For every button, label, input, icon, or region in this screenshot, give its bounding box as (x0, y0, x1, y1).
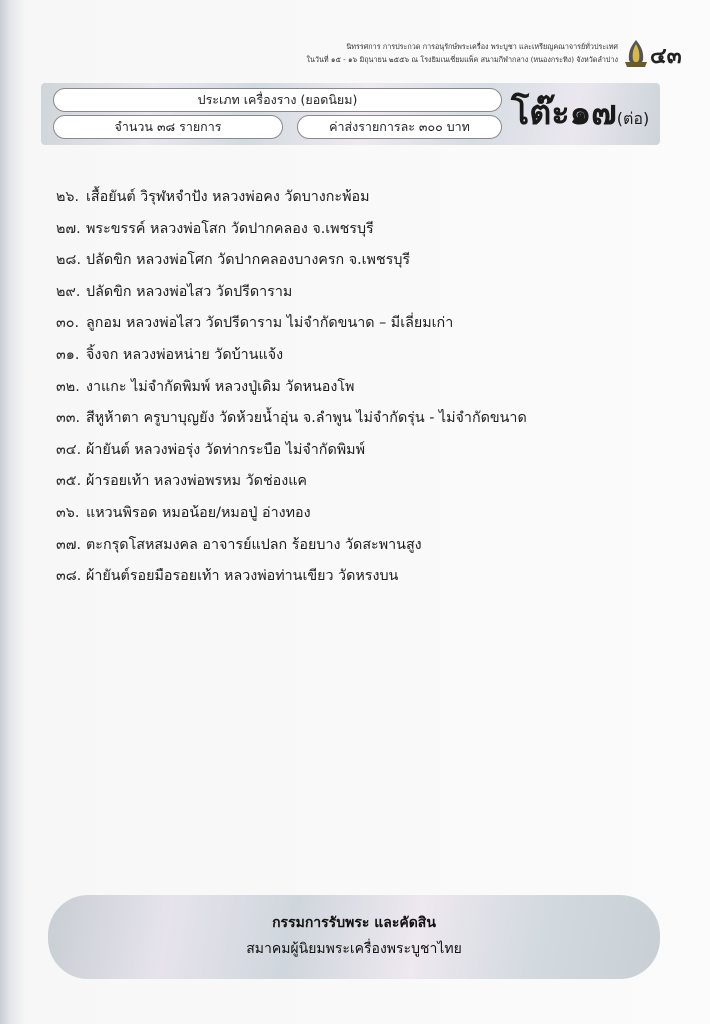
list-item (56, 277, 676, 309)
list-item (56, 498, 676, 530)
entry-fee: ค่าส่งรายการละ ๓๐๐ บาท (297, 115, 502, 139)
header-text (240, 40, 618, 66)
list-item (56, 530, 676, 562)
item-text: เสื้อยันต์ วิรุฬหจำปัง หลวงพ่อคง วัดบางกะพ้อม (86, 189, 370, 205)
item-text: ปลัดขิก หลวงพ่อโศก วัดปากคลองบางครก จ.เพชรบุรี (86, 252, 411, 269)
item-text: ปลัดขิก หลวงพ่อไสว วัดปรีดาราม (86, 283, 293, 300)
table-number-label: โต๊ะ๑๗ (511, 93, 617, 133)
item-text: ผ้ายันต์รอยมือรอยเท้า หลวงพ่อท่านเขียว วัดหรงบน (86, 568, 399, 585)
item-number: ๓๓. (56, 410, 81, 427)
item-text: สีหูห้าตา ครูบาบุญยัง วัดห้วยน้ำอุ่น จ.ลำพูน ไม่จำกัดรุ่น - ไม่จำกัดขนาด (86, 410, 527, 427)
item-number: ๓๖. (56, 504, 80, 521)
header-line-2: ในวันที่ ๑๕ - ๑๖ มิถุนายน ๒๕๕๖ ณ โรงยิมเนเซี่ยมแพ็ค สนามกีฬากลาง (หนองกระทิง) จังหวัดลำปาง (306, 55, 618, 64)
list-item (56, 403, 676, 435)
item-text: งาแกะ ไม่จำกัดพิมพ์ หลวงปู่เดิม วัดหนองโพ (86, 378, 355, 395)
association-logo-icon (623, 38, 649, 68)
item-number: ๒๙. (56, 283, 81, 300)
amulet-list (56, 182, 676, 593)
table-number (511, 88, 649, 144)
item-text: ลูกอม หลวงพ่อไสว วัดปรีดาราม ไม่จำกัดขนาด – มีเลี่ยมเก่า (86, 315, 454, 332)
continued-label: (ต่อ) (616, 109, 650, 128)
list-item (56, 435, 676, 467)
list-item (56, 308, 676, 340)
list-item (56, 182, 676, 214)
item-number: ๒๘. (56, 252, 81, 269)
list-item (56, 214, 676, 246)
item-text: พระขรรค์ หลวงพ่อโสก วัดปากคลอง จ.เพชรบุรี (86, 220, 374, 237)
list-item (56, 372, 676, 404)
item-count: จำนวน ๓๘ รายการ (53, 115, 283, 139)
list-item (56, 561, 676, 593)
item-number: ๓๗. (56, 536, 82, 553)
item-number: ๓๔. (56, 441, 82, 458)
item-number: ๒๗. (56, 220, 81, 237)
list-item (56, 340, 676, 372)
item-number: ๓๐. (56, 315, 80, 332)
item-text: ผ้ารอยเท้า หลวงพ่อพรหม วัดช่องแค (86, 473, 307, 490)
category-title: ประเภท เครื่องราง (ยอดนิยม) (53, 88, 502, 112)
item-number: ๓๕. (56, 473, 82, 490)
footer-title: กรรมการรับพระ และคัดสิน (272, 915, 436, 931)
footer-subtitle: สมาคมผู้นิยมพระเครื่องพระบูชาไทย (246, 941, 462, 957)
page-number: ๔๓ (650, 44, 682, 69)
item-text: แหวนพิรอด หมอน้อย/หมอปู่ อ่างทอง (86, 504, 311, 521)
footer-banner (48, 895, 660, 979)
item-number: ๒๖. (56, 189, 80, 205)
item-text: ผ้ายันต์ หลวงพ่อรุ่ง วัดท่ากระบือ ไม่จำกัดพิมพ์ (86, 441, 366, 458)
list-item (56, 466, 676, 498)
item-text: จิ้งจก หลวงพ่อหน่าย วัดบ้านแจ้ง (86, 346, 284, 363)
header-line-1: นิทรรศการ การประกวด การอนุรักษ์พระเครื่อง พระบูชา และเหรียญคณาจารย์ทั่วประเทศ (346, 42, 618, 51)
list-item (56, 245, 676, 277)
item-text: ตะกรุดโสหสมงคล อาจารย์แปลก ร้อยบาง วัดสะพานสูง (86, 536, 422, 553)
item-number: ๓๑. (56, 346, 80, 363)
item-number: ๓๒. (56, 378, 80, 395)
item-number: ๓๘. (56, 568, 82, 585)
